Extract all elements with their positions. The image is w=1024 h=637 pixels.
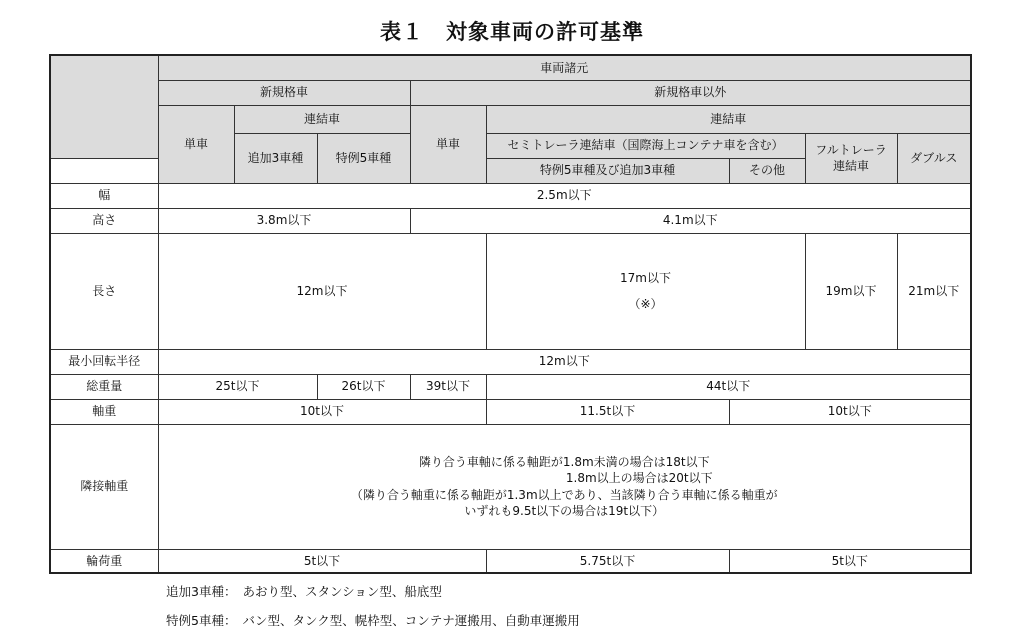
adjacent-line-2: 1.8m以上の場合は20t以下 <box>565 471 713 486</box>
header-corner <box>50 55 158 158</box>
length-semi-note: （※） <box>628 297 663 311</box>
note-add3-text: あおり型、スタンション型、船底型 <box>242 584 442 599</box>
row-label-length: 長さ <box>50 233 158 349</box>
adjacent-line-4: いずれも9.5t以下の場合は19t以下） <box>464 503 665 518</box>
header-other-standard: 新規格車以外 <box>410 80 971 105</box>
length-full: 19m以下 <box>805 233 897 349</box>
row-label-wheel: 輪荷重 <box>50 549 158 573</box>
header-special5: 特例5車種 <box>317 133 410 183</box>
wheel-c: 5t以下 <box>729 549 971 573</box>
gross-new-a: 25t以下 <box>158 374 317 399</box>
row-label-empty <box>50 158 158 183</box>
length-semi <box>486 233 805 349</box>
header-vehicle-specs: 車両諸元 <box>158 55 971 80</box>
adjacent-value <box>158 424 971 549</box>
header-new-coupled: 連結車 <box>234 105 410 133</box>
wheel-a: 5t以下 <box>158 549 486 573</box>
note-add3-key: 追加3車種： <box>166 584 237 599</box>
note-add3 <box>166 582 442 600</box>
axle-a: 10t以下 <box>158 399 486 424</box>
row-label-width: 幅 <box>50 183 158 208</box>
width-value: 2.5m以下 <box>158 183 971 208</box>
length-new: 12m以下 <box>158 233 486 349</box>
row-label-axle: 軸重 <box>50 399 158 424</box>
row-label-height: 高さ <box>50 208 158 233</box>
note-special5-key: 特例5車種： <box>166 613 237 628</box>
adjacent-line-1: 隣り合う車軸に係る軸距が1.8m未満の場合は18t以下 <box>418 455 710 470</box>
height-new: 3.8m以下 <box>158 208 410 233</box>
length-semi-value: 17m以下 <box>620 270 671 285</box>
adjacent-line-3: （隣り合う軸重に係る軸距が1.3m以上であり、当該隣り合う車軸に係る軸重が <box>350 487 778 502</box>
header-other-coupled: 連結車 <box>486 105 971 133</box>
row-label-gross: 総重量 <box>50 374 158 399</box>
gross-coupled: 44t以下 <box>486 374 971 399</box>
axle-b: 11.5t以下 <box>486 399 729 424</box>
header-full-trailer: フルトレーラ 連結車 <box>805 133 897 183</box>
wheel-b: 5.75t以下 <box>486 549 729 573</box>
header-semi-special: 特例5車種及び追加3車種 <box>486 158 729 183</box>
header-doubles: ダブルス <box>897 133 971 183</box>
height-other: 4.1m以下 <box>410 208 971 233</box>
header-add3: 追加3車種 <box>234 133 317 183</box>
gross-single: 39t以下 <box>410 374 486 399</box>
length-doubles: 21m以下 <box>897 233 971 349</box>
header-semi-trailer: セミトレーラ連結車（国際海上コンテナ車を含む） <box>486 133 805 158</box>
note-special5-text: バン型、タンク型、幌枠型、コンテナ運搬用、自動車運搬用 <box>242 613 580 628</box>
gross-new-b: 26t以下 <box>317 374 410 399</box>
criteria-table <box>49 54 972 574</box>
note-special5 <box>166 611 580 629</box>
header-new-standard: 新規格車 <box>158 80 410 105</box>
row-label-radius: 最小回転半径 <box>50 349 158 374</box>
header-new-single: 単車 <box>158 105 234 183</box>
header-semi-other: その他 <box>729 158 805 183</box>
row-label-adjacent: 隣接軸重 <box>50 424 158 549</box>
header-other-single: 単車 <box>410 105 486 183</box>
radius-value: 12m以下 <box>158 349 971 374</box>
axle-c: 10t以下 <box>729 399 971 424</box>
page-title: 表１ 対象車両の許可基準 <box>380 20 644 44</box>
